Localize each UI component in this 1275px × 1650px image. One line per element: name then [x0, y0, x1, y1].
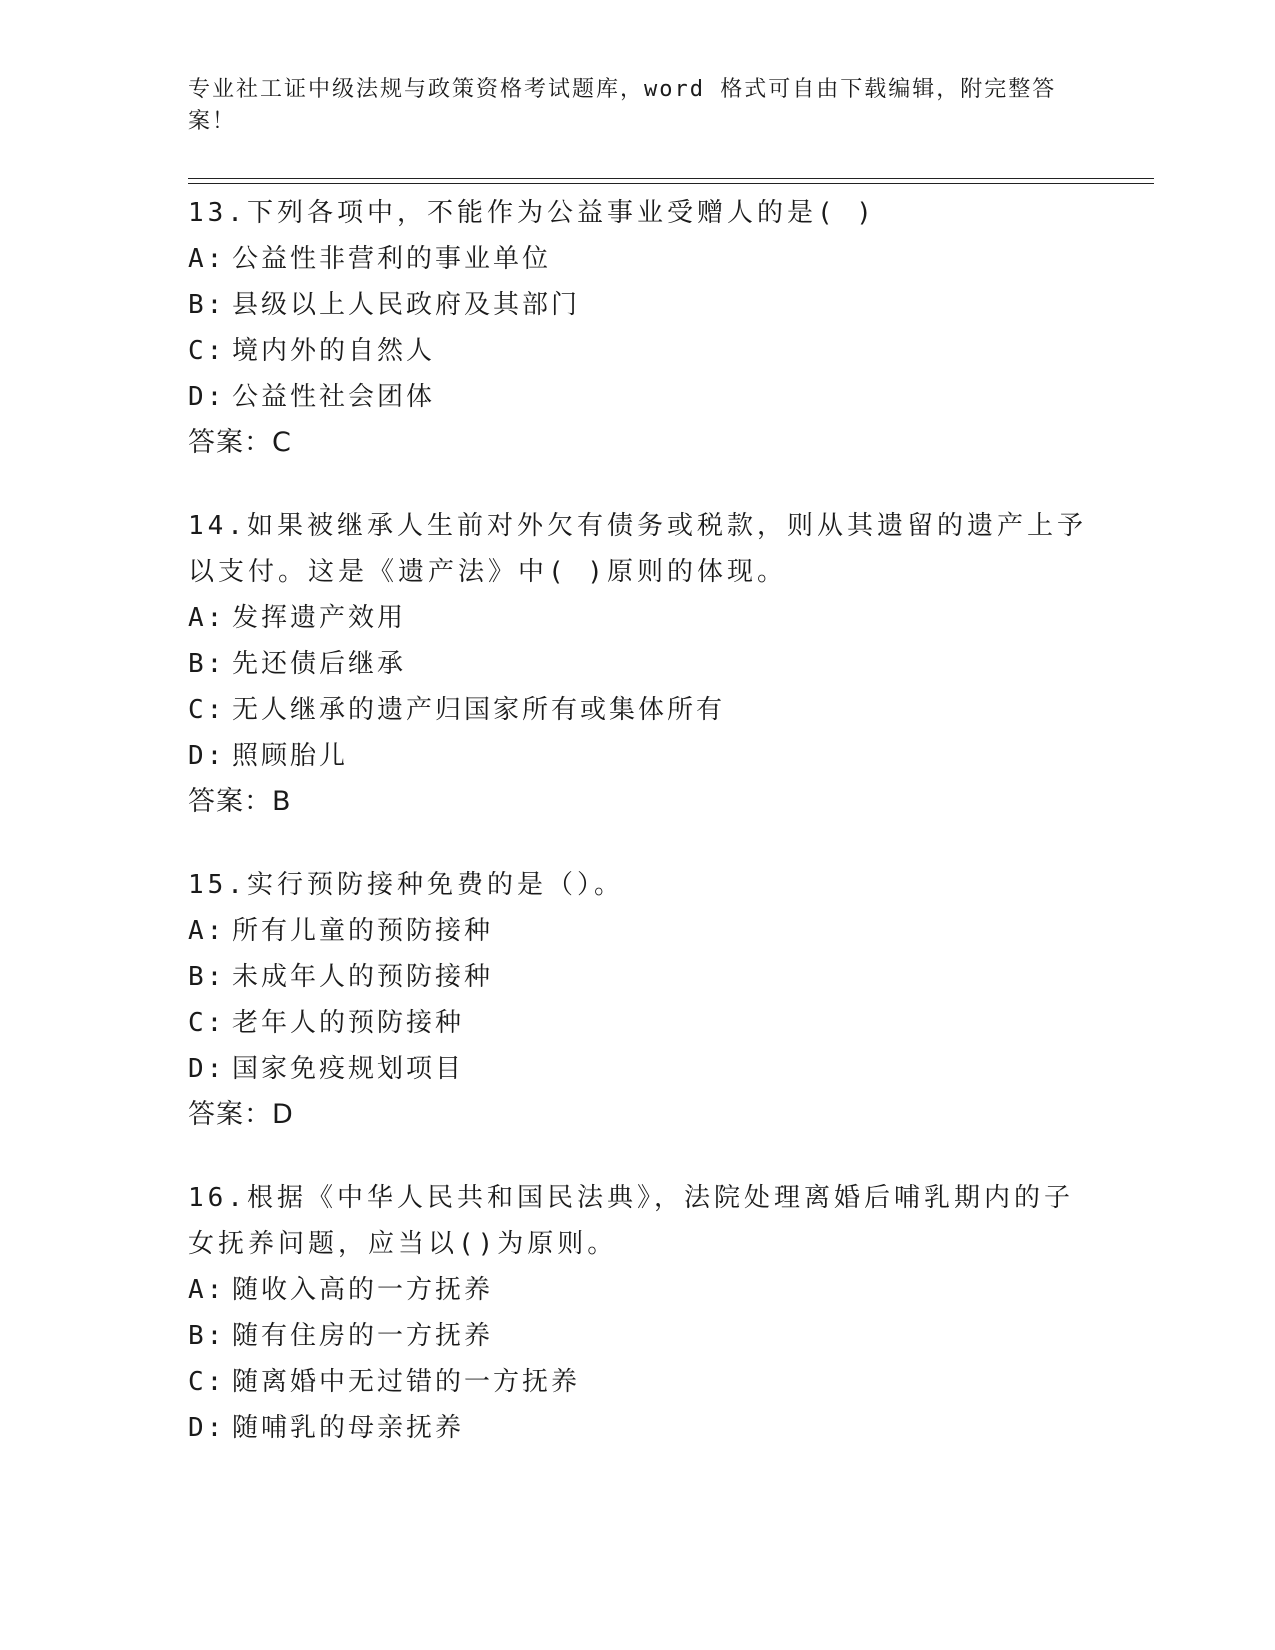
option-letter: B: — [188, 962, 226, 992]
option-text: 随哺乳的母亲抚养 — [232, 1413, 465, 1443]
option-text: 老年人的预防接种 — [232, 1008, 465, 1038]
option-letter: C: — [188, 336, 226, 366]
option-text: 随收入高的一方抚养 — [232, 1275, 494, 1305]
header-rule-top — [188, 178, 1154, 179]
option-c — [188, 687, 1088, 733]
option-c — [188, 328, 1088, 374]
option-letter: B: — [188, 290, 226, 320]
option-d — [188, 1405, 1088, 1451]
option-text: 先还债后继承 — [232, 649, 407, 679]
question-stem: 14.如果被继承人生前对外欠有债务或税款，则从其遗留的遗产上予以支付。这是《遗产法》中( )原则的体现。 — [188, 511, 1087, 587]
option-text: 随离婚中无过错的一方抚养 — [232, 1367, 581, 1397]
option-d — [188, 733, 1088, 779]
option-b — [188, 641, 1088, 687]
option-a — [188, 236, 1088, 282]
option-a — [188, 595, 1088, 641]
option-text: 未成年人的预防接种 — [232, 962, 494, 992]
option-text: 国家免疫规划项目 — [232, 1054, 465, 1084]
option-letter: D: — [188, 1054, 226, 1084]
question-stem: 13.下列各项中，不能作为公益事业受赠人的是( ) — [188, 198, 876, 228]
question-16 — [188, 1175, 1088, 1451]
option-c — [188, 1359, 1088, 1405]
question-stem: 15.实行预防接种免费的是（）。 — [188, 870, 624, 900]
option-letter: D: — [188, 382, 226, 412]
option-d — [188, 1046, 1088, 1092]
option-letter: A: — [188, 1275, 226, 1305]
question-15 — [188, 862, 1088, 1138]
option-a — [188, 1267, 1088, 1313]
option-letter: D: — [188, 741, 226, 771]
answer-line: 答案：D — [188, 1099, 294, 1130]
question-stem: 16.根据《中华人民共和国民法典》，法院处理离婚后哺乳期内的子女抚养问题，应当以()为原则。 — [188, 1183, 1074, 1259]
question-list — [188, 190, 1088, 1488]
option-letter: C: — [188, 1367, 226, 1397]
option-text: 公益性非营利的事业单位 — [232, 244, 552, 274]
answer-line: 答案：C — [188, 427, 292, 458]
option-letter: A: — [188, 244, 226, 274]
header-rule-bottom — [188, 183, 1154, 184]
option-letter: B: — [188, 1321, 226, 1351]
question-14 — [188, 503, 1088, 825]
option-a — [188, 908, 1088, 954]
question-13 — [188, 190, 1088, 466]
option-letter: C: — [188, 695, 226, 725]
option-letter: B: — [188, 649, 226, 679]
option-text: 照顾胎儿 — [232, 741, 349, 771]
option-letter: D: — [188, 1413, 226, 1443]
option-text: 随有住房的一方抚养 — [232, 1321, 494, 1351]
option-text: 公益性社会团体 — [232, 382, 436, 412]
option-text: 所有儿童的预防接种 — [232, 916, 494, 946]
option-text: 境内外的自然人 — [232, 336, 436, 366]
option-b — [188, 282, 1088, 328]
option-text: 发挥遗产效用 — [232, 603, 407, 633]
option-text: 无人继承的遗产归国家所有或集体所有 — [232, 695, 726, 725]
page-header-text: 专业社工证中级法规与政策资格考试题库，word 格式可自由下载编辑，附完整答案！ — [188, 77, 1057, 134]
option-letter: C: — [188, 1008, 226, 1038]
option-text: 县级以上人民政府及其部门 — [232, 290, 581, 320]
option-letter: A: — [188, 603, 226, 633]
option-b — [188, 954, 1088, 1000]
option-c — [188, 1000, 1088, 1046]
answer-line: 答案：B — [188, 786, 292, 817]
option-d — [188, 374, 1088, 420]
option-letter: A: — [188, 916, 226, 946]
option-b — [188, 1313, 1088, 1359]
